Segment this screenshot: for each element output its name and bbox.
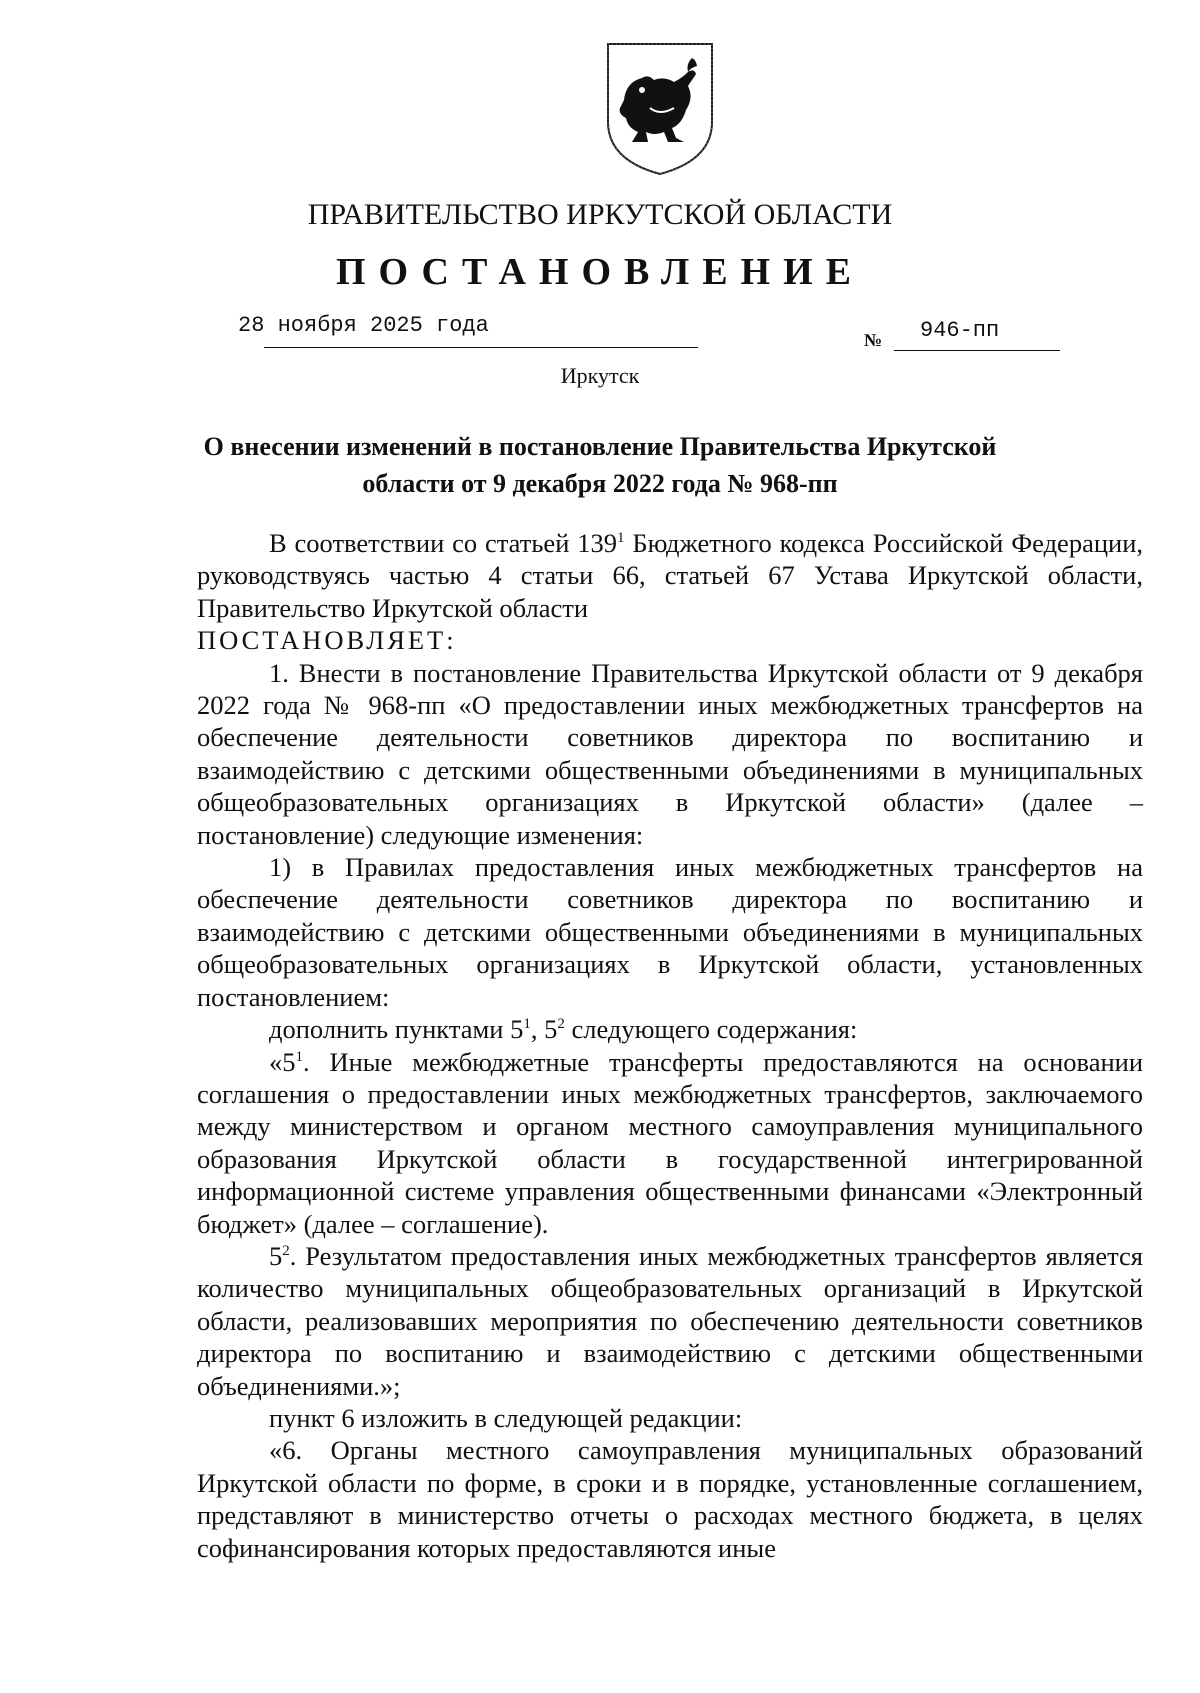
preamble-paragraph [197,527,1143,624]
point-5-1-paragraph [197,1046,1143,1240]
supplement-text-a: дополнить пунктами 5 [269,1014,524,1045]
item-1-paragraph: 1. Внести в постановление Правительства Иркутской области от 9 декабря 2022 года № 968-пп «О предоставлении иных межбюджетных трансфертов на обеспечение деятельности советников директора по воспитанию и взаимодействию с детскими общественными объединениями в муниципальных общеобразовательных организациях в Иркутской области» (далее – постановление) следующие изменения: [197,657,1143,850]
point-5-2-text-b: . Результатом предоставления иных межбюджетных трансфертов является количество муниципальных общеобразовательных организаций в Иркутской области, реализовавших мероприятия по обеспечению деятельности советников директора по воспитанию и взаимодействию с детскими общественными объединениями.»; [197,1240,1143,1401]
point-6-paragraph: «6. Органы местного самоуправления муниципальных образований Иркутской области по форме, в сроки и в порядке, установленные соглашением, представляют в министерство отчеты о расходах местного бюджета, в целях софинансирования которых предоставляются иные [197,1435,1143,1563]
irkutsk-coat-of-arms-icon [602,38,718,178]
supplement-superscript-1: 1 [523,1016,531,1033]
number-sign: № [864,330,883,350]
point-5-2-paragraph [197,1240,1143,1402]
preamble-text-a: В соответствии со статьей 139 [269,528,617,558]
decree-word: ПОСТАНОВЛЯЕТ: [197,625,457,656]
supplement-text-b: , 5 [530,1014,558,1045]
point-6-intro-paragraph: пункт 6 изложить в следующей редакции: [269,1402,743,1433]
point-5-1-text-a: «5 [269,1046,296,1077]
point-5-2-text-a: 5 [269,1240,283,1271]
subitem-1-paragraph: 1) в Правилах предоставления иных межбюджетных трансфертов на обеспечение деятельности советников директора по воспитанию и взаимодействию с детскими общественными объединениями в муниципальных общеобразовательных организациях в Иркутской области, установленных постановлением: [197,852,1143,1012]
preamble-superscript: 1 [617,530,625,546]
number-underline [894,350,1060,351]
document-body [197,527,1143,1564]
subject-line-1: О внесении изменений в постановление Правительства Иркутской [203,432,997,461]
document-subject [180,428,1020,502]
subject-line-2: области от 9 декабря 2022 года № 968-пп [362,469,838,498]
supplement-paragraph [197,1013,1143,1045]
document-city: Иркутск [560,363,640,388]
supplement-text-c: следующего содержания: [564,1014,858,1045]
document-type-heading: ПОСТАНОВЛЕНИЕ [335,251,865,293]
preamble-text-b: Бюджетного кодекса Российской Федерации, руководствуясь частью 4 статьи 66, статьей 67 Устава Иркутской области, Правительство Иркутской области [197,528,1144,623]
document-number: 946-пп [920,318,1000,343]
organization-title: ПРАВИТЕЛЬСТВО ИРКУТСКОЙ ОБЛАСТИ [307,198,893,231]
point-5-1-superscript: 1 [295,1048,303,1065]
point-5-2-superscript: 2 [282,1242,290,1259]
point-5-1-text-b: . Иные межбюджетные трансферты предоставляются на основании соглашения о предоставлении иных межбюджетных трансфертов, заключаемого между министерством и органом местного самоуправления муниципального образования Иркутской области в государственной интегрированной информационной системе управления общественными финансами «Электронный бюджет» (далее – соглашение). [197,1046,1143,1239]
supplement-superscript-2: 2 [557,1016,565,1033]
date-underline [264,347,698,348]
document-date: 28 ноября 2025 года [238,313,489,338]
